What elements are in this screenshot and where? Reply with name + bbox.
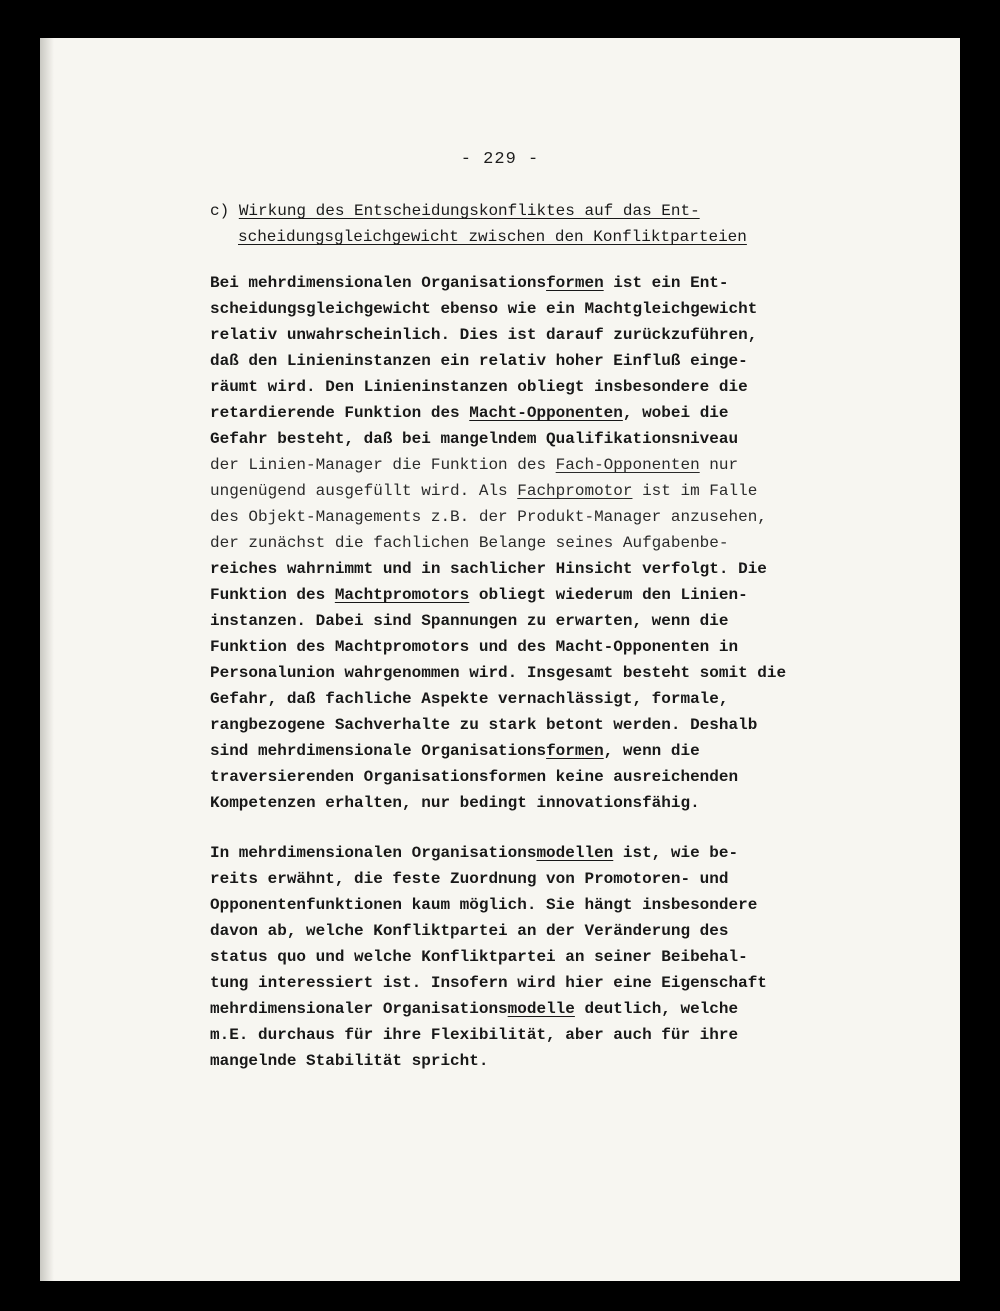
text-segment: rangbezogene Sachverhalte zu stark betont werden. Deshalb	[210, 716, 758, 734]
text-segment: relativ unwahrscheinlich. Dies ist darauf zurückzuführen,	[210, 326, 758, 344]
text-segment: tung interessiert ist. Insofern wird hier eine Eigenschaft	[210, 974, 767, 992]
paragraph1-line	[210, 322, 850, 348]
text-segment: traversierenden Organisationsformen keine ausreichenden	[210, 768, 739, 786]
underlined-term: Machtpromotors	[334, 586, 470, 604]
text-segment: nur	[699, 456, 739, 474]
underlined-term: formen	[546, 742, 604, 760]
paragraph2-line	[210, 892, 850, 918]
underlined-term: modellen	[536, 844, 614, 862]
paragraph2-line	[210, 918, 850, 944]
text-segment: Funktion des Machtpromotors und des Macht-Opponenten in	[210, 638, 739, 656]
page-number: - 229 -	[460, 150, 540, 169]
text-segment: daß den Linieninstanzen ein relativ hoher Einfluß einge-	[210, 352, 748, 370]
heading-line-2: scheidungsgleichgewicht zwischen den Konfliktparteien	[238, 228, 747, 246]
paragraph1-line	[210, 790, 850, 816]
text-segment: Funktion des	[210, 586, 335, 604]
text-segment: ist, wie be-	[613, 844, 739, 862]
paragraph2-line	[210, 996, 850, 1022]
text-segment: räumt wird. Den Linieninstanzen obliegt insbesondere die	[210, 378, 748, 396]
paragraph2-line	[210, 1048, 850, 1074]
document-page	[40, 38, 960, 1281]
paragraph1-line	[210, 504, 850, 530]
text-segment: Gefahr, daß fachliche Aspekte vernachlässigt, formale,	[210, 690, 729, 708]
paragraph1-line	[210, 738, 850, 764]
paragraph1-line	[210, 712, 850, 738]
paragraph2-line	[210, 970, 850, 996]
paragraph1-line	[210, 374, 850, 400]
text-segment: der zunächst die fachlichen Belange seines Aufgabenbe-	[210, 534, 729, 552]
underlined-term: formen	[546, 274, 604, 292]
text-segment: obliegt wiederum den Linien-	[469, 586, 748, 604]
heading-row-2	[210, 224, 850, 250]
text-segment: m.E. durchaus für ihre Flexibilität, aber auch für ihre	[210, 1026, 739, 1044]
paragraph-1	[210, 270, 850, 816]
text-segment: instanzen. Dabei sind Spannungen zu erwarten, wenn die	[210, 612, 729, 630]
text-segment: reiches wahrnimmt und in sachlicher Hinsicht verfolgt. Die	[210, 560, 767, 578]
paragraph1-line	[210, 660, 850, 686]
paragraph1-line	[210, 686, 850, 712]
paragraph1-line	[210, 764, 850, 790]
paragraph1-line	[210, 478, 850, 504]
text-segment: sind mehrdimensionale Organisations	[210, 742, 547, 760]
underlined-term: modelle	[507, 1000, 575, 1018]
text-segment: Bei mehrdimensionalen Organisations	[210, 274, 547, 292]
text-segment: der Linien-Manager die Funktion des	[210, 456, 556, 474]
heading-row-1	[210, 198, 850, 224]
paragraph1-line	[210, 556, 850, 582]
section-heading	[210, 198, 850, 250]
text-segment: Opponentenfunktionen kaum möglich. Sie hängt insbesondere	[210, 896, 758, 914]
heading-line-1: Wirkung des Entscheidungskonfliktes auf das Ent-	[238, 202, 700, 220]
text-segment: Personalunion wahrgenommen wird. Insgesamt besteht somit die	[210, 664, 787, 682]
paragraph1-line	[210, 582, 850, 608]
heading-label: c)	[210, 202, 230, 220]
text-segment: retardierende Funktion des	[210, 404, 470, 422]
text-segment: Kompetenzen erhalten, nur bedingt innovationsfähig.	[210, 794, 700, 812]
paragraph1-line	[210, 296, 850, 322]
underlined-term: Fachpromotor	[517, 482, 633, 500]
paragraph2-line	[210, 866, 850, 892]
text-segment: mangelnde Stabilität spricht.	[210, 1052, 489, 1070]
underlined-term: Macht-Opponenten	[469, 404, 623, 422]
paragraph1-line	[210, 400, 850, 426]
paragraph1-line	[210, 426, 850, 452]
paragraph2-line	[210, 840, 850, 866]
paragraph-2	[210, 840, 850, 1074]
text-segment: ungenügend ausgefüllt wird. Als	[210, 482, 518, 500]
text-segment: , wenn die	[603, 742, 700, 760]
text-segment: Gefahr besteht, daß bei mangelndem Qualifikationsniveau	[210, 430, 739, 448]
text-segment: status quo und welche Konfliktpartei an seiner Beibehal-	[210, 948, 748, 966]
paragraph1-line	[210, 270, 850, 296]
paragraph2-line	[210, 1022, 850, 1048]
paragraph1-line	[210, 608, 850, 634]
text-segment: deutlich, welche	[574, 1000, 739, 1018]
page-binding-shadow	[40, 38, 54, 1281]
text-segment: In mehrdimensionalen Organisations	[210, 844, 537, 862]
text-segment: reits erwähnt, die feste Zuordnung von Promotoren- und	[210, 870, 729, 888]
paragraph1-line	[210, 530, 850, 556]
text-segment: davon ab, welche Konfliktpartei an der Veränderung des	[210, 922, 729, 940]
paragraph2-line	[210, 944, 850, 970]
text-segment: , wobei die	[622, 404, 729, 422]
text-segment: mehrdimensionaler Organisations	[210, 1000, 508, 1018]
paragraph1-line	[210, 452, 850, 478]
text-segment: ist im Falle	[632, 482, 758, 500]
text-segment: des Objekt-Managements z.B. der Produkt-Manager anzusehen,	[210, 508, 767, 526]
text-segment: ist ein Ent-	[603, 274, 729, 292]
underlined-term: Fach-Opponenten	[555, 456, 700, 474]
paragraph1-line	[210, 634, 850, 660]
paragraph1-line	[210, 348, 850, 374]
text-segment: scheidungsgleichgewicht ebenso wie ein Machtgleichgewicht	[210, 300, 758, 318]
